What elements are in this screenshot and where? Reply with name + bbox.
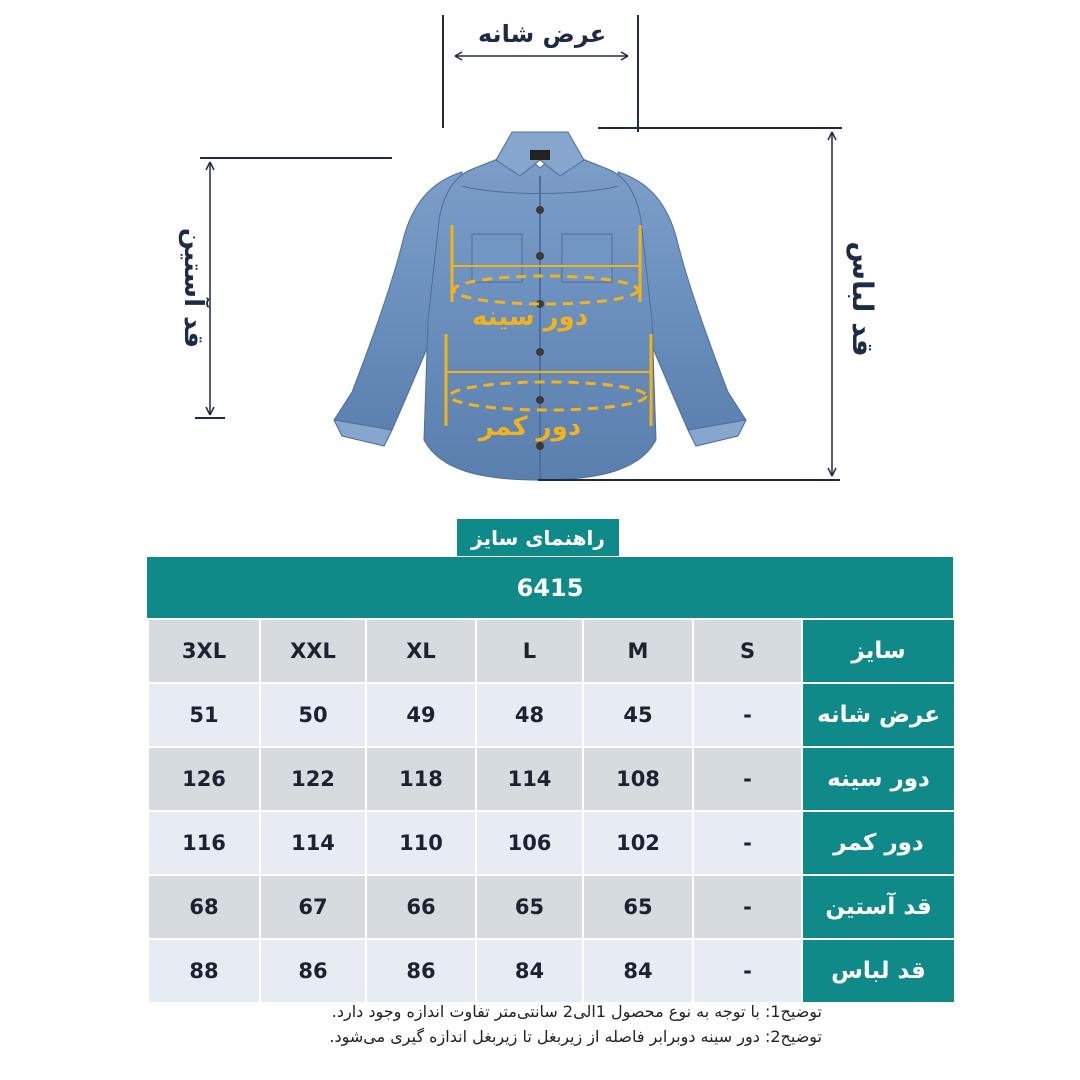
table-cell: 118 <box>366 747 476 811</box>
table-cell: - <box>693 683 802 747</box>
table-cell: 84 <box>476 939 583 1003</box>
table-cell: 66 <box>366 875 476 939</box>
table-cell: 108 <box>583 747 693 811</box>
table-cell: 122 <box>260 747 366 811</box>
table-cell: - <box>693 939 802 1003</box>
table-cell: 67 <box>260 875 366 939</box>
garment-length-label: قد لباس <box>846 241 879 357</box>
table-cell: 110 <box>366 811 476 875</box>
table-row <box>148 939 954 1003</box>
chest-label: دور سینه <box>471 302 589 332</box>
row-label: سایز <box>802 620 954 683</box>
table-header-row <box>148 620 954 683</box>
shirt-illustration: عرض شانه قد آستین قد لباس دور سینه دور کمر <box>0 0 1080 500</box>
table-cell: - <box>693 811 802 875</box>
table-cell: 114 <box>260 811 366 875</box>
table-row <box>148 811 954 875</box>
table-cell: 50 <box>260 683 366 747</box>
size-header-cell: 3XL <box>148 620 260 683</box>
model-number: 6415 <box>147 557 953 618</box>
size-table <box>147 620 954 1004</box>
table-cell: 116 <box>148 811 260 875</box>
table-cell: 45 <box>583 683 693 747</box>
table-cell: 49 <box>366 683 476 747</box>
sleeve-length-label: قد آستین <box>178 227 208 349</box>
table-cell: 68 <box>148 875 260 939</box>
row-label: قد آستین <box>802 875 954 939</box>
table-row <box>148 683 954 747</box>
size-header-cell: L <box>476 620 583 683</box>
table-cell: 106 <box>476 811 583 875</box>
row-label: عرض شانه <box>802 683 954 747</box>
table-cell: 102 <box>583 811 693 875</box>
table-row <box>148 747 954 811</box>
table-cell: 65 <box>583 875 693 939</box>
table-cell: 51 <box>148 683 260 747</box>
row-label: قد لباس <box>802 939 954 1003</box>
table-row <box>148 875 954 939</box>
table-cell: 86 <box>260 939 366 1003</box>
table-cell: - <box>693 747 802 811</box>
table-cell: 86 <box>366 939 476 1003</box>
size-header-cell: XL <box>366 620 476 683</box>
note-2: توضیح2: دور سینه دوبرابر فاصله از زیربغل تا زیربغل اندازه گیری می‌شود. <box>329 1027 822 1046</box>
table-cell: 126 <box>148 747 260 811</box>
waist-label: دور کمر <box>478 412 582 442</box>
table-cell: 84 <box>583 939 693 1003</box>
size-guide-title: راهنمای سایز <box>457 519 619 556</box>
table-cell: - <box>693 875 802 939</box>
size-header-cell: M <box>583 620 693 683</box>
row-label: دور کمر <box>802 811 954 875</box>
table-cell: 114 <box>476 747 583 811</box>
table-cell: 48 <box>476 683 583 747</box>
note-1: توضیح1: با توجه به نوع محصول 1الی2 سانتی‌متر تفاوت اندازه وجود دارد. <box>331 1002 822 1021</box>
row-label: دور سینه <box>802 747 954 811</box>
table-cell: 65 <box>476 875 583 939</box>
size-header-cell: S <box>693 620 802 683</box>
table-cell: 88 <box>148 939 260 1003</box>
size-header-cell: XXL <box>260 620 366 683</box>
